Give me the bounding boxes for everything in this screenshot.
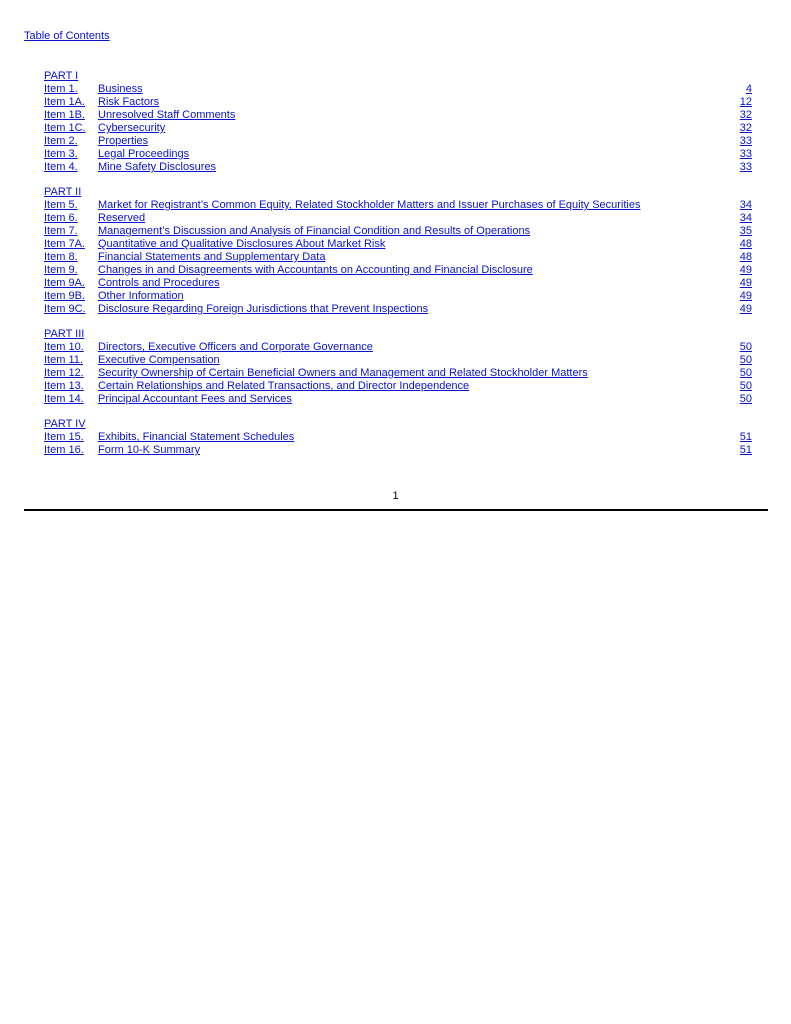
toc-row (44, 135, 752, 148)
item-title-link[interactable]: Changes in and Disagreements with Accountants on Accounting and Financial Disclosure (98, 264, 533, 276)
item-title-link[interactable]: Business (98, 83, 143, 95)
toc-row (44, 109, 752, 122)
page-number-link[interactable]: 33 (739, 135, 752, 147)
item-number-link[interactable]: Item 13. (44, 380, 84, 392)
part-section (44, 328, 752, 406)
toc-list (44, 70, 752, 469)
part-section (44, 186, 752, 316)
item-title-link[interactable]: Legal Proceedings (98, 148, 190, 160)
table-of-contents-link[interactable]: Table of Contents (24, 30, 110, 42)
item-number-link[interactable]: Item 5. (44, 199, 78, 211)
item-number-link[interactable]: Item 2. (44, 135, 78, 147)
item-title-link[interactable]: Mine Safety Disclosures (98, 161, 216, 173)
toc-row (44, 212, 752, 225)
page-number-link[interactable]: 34 (739, 212, 752, 224)
item-title-link[interactable]: Security Ownership of Certain Beneficial Owners and Management and Related Stockholder Matters (98, 367, 588, 379)
toc-row (44, 367, 752, 380)
toc-row (44, 225, 752, 238)
page-number: 1 (392, 490, 399, 502)
toc-row (44, 444, 752, 457)
page-number-link[interactable]: 49 (739, 264, 752, 276)
item-title-link[interactable]: Quantitative and Qualitative Disclosures About Market Risk (98, 238, 386, 250)
item-title-link[interactable]: Exhibits, Financial Statement Schedules (98, 431, 295, 443)
page-number-link[interactable]: 48 (739, 251, 752, 263)
item-number-link[interactable]: Item 8. (44, 251, 78, 263)
toc-row (44, 431, 752, 444)
item-number-link[interactable]: Item 9B. (44, 290, 85, 302)
page-number-link[interactable]: 50 (739, 380, 752, 392)
item-number-link[interactable]: Item 10. (44, 341, 84, 353)
page-number-link[interactable]: 50 (739, 341, 752, 353)
toc-row (44, 148, 752, 161)
item-title-link[interactable]: Executive Compensation (98, 354, 220, 366)
toc-row (44, 199, 752, 212)
page-number-link[interactable]: 49 (739, 303, 752, 315)
page-number-link[interactable]: 49 (739, 290, 752, 302)
toc-row (44, 393, 752, 406)
page-number-link[interactable]: 33 (739, 161, 752, 173)
page-number-link[interactable]: 32 (739, 109, 752, 121)
item-title-link[interactable]: Reserved (98, 212, 146, 224)
item-title-link[interactable]: Financial Statements and Supplementary Data (98, 251, 326, 263)
item-number-link[interactable]: Item 11. (44, 354, 83, 366)
item-title-link[interactable]: Unresolved Staff Comments (98, 109, 236, 121)
part-link[interactable]: PART IV (44, 418, 86, 430)
item-title-link[interactable]: Controls and Procedures (98, 277, 220, 289)
toc-row (44, 83, 752, 96)
item-number-link[interactable]: Item 7. (44, 225, 78, 237)
item-title-link[interactable]: Certain Relationships and Related Transactions, and Director Independence (98, 380, 470, 392)
toc-row (44, 251, 752, 264)
item-title-link[interactable]: Properties (98, 135, 149, 147)
toc-row (44, 341, 752, 354)
toc-row (44, 380, 752, 393)
toc-row (44, 303, 752, 316)
item-title-link[interactable]: Management’s Discussion and Analysis of Financial Condition and Results of Operations (98, 225, 531, 237)
page-number-link[interactable]: 50 (739, 354, 752, 366)
item-number-link[interactable]: Item 9C. (44, 303, 86, 315)
page-number-link[interactable]: 51 (739, 431, 752, 443)
page-number-link[interactable]: 50 (739, 393, 752, 405)
item-title-link[interactable]: Directors, Executive Officers and Corporate Governance (98, 341, 373, 353)
item-title-link[interactable]: Principal Accountant Fees and Services (98, 393, 292, 405)
item-title-link[interactable]: Disclosure Regarding Foreign Jurisdictions that Prevent Inspections (98, 303, 429, 315)
page-number-link[interactable]: 35 (739, 225, 752, 237)
item-number-link[interactable]: Item 9A. (44, 277, 85, 289)
part-link[interactable]: PART I (44, 70, 79, 82)
page-number-link[interactable]: 12 (739, 96, 752, 108)
item-number-link[interactable]: Item 14. (44, 393, 84, 405)
page-number-link[interactable]: 4 (745, 83, 752, 95)
item-number-link[interactable]: Item 1B. (44, 109, 85, 121)
item-title-link[interactable]: Other Information (98, 290, 184, 302)
toc-row (44, 264, 752, 277)
item-title-link[interactable]: Risk Factors (98, 96, 160, 108)
toc-row (44, 238, 752, 251)
page-number-link[interactable]: 49 (739, 277, 752, 289)
item-number-link[interactable]: Item 6. (44, 212, 78, 224)
item-number-link[interactable]: Item 1. (44, 83, 78, 95)
item-title-link[interactable]: Market for Registrant’s Common Equity, Related Stockholder Matters and Issuer Purchases of Equity Securities (98, 199, 641, 211)
item-title-link[interactable]: Form 10-K Summary (98, 444, 201, 456)
toc-row (44, 122, 752, 135)
part-section (44, 418, 752, 457)
toc-row (44, 277, 752, 290)
item-number-link[interactable]: Item 4. (44, 161, 78, 173)
part-link[interactable]: PART II (44, 186, 82, 198)
toc-row (44, 290, 752, 303)
page-divider (24, 509, 768, 511)
item-number-link[interactable]: Item 15. (44, 431, 84, 443)
part-link[interactable]: PART III (44, 328, 85, 340)
item-number-link[interactable]: Item 3. (44, 148, 78, 160)
page-number-link[interactable]: 32 (739, 122, 752, 134)
toc-row (44, 161, 752, 174)
page-number-link[interactable]: 48 (739, 238, 752, 250)
item-number-link[interactable]: Item 9. (44, 264, 78, 276)
toc-row (44, 354, 752, 367)
page-number-link[interactable]: 33 (739, 148, 752, 160)
item-number-link[interactable]: Item 7A. (44, 238, 85, 250)
page-number-link[interactable]: 34 (739, 199, 752, 211)
item-title-link[interactable]: Cybersecurity (98, 122, 166, 134)
toc-row (44, 96, 752, 109)
part-section (44, 70, 752, 174)
page-number-link[interactable]: 51 (739, 444, 752, 456)
item-number-link[interactable]: Item 1C. (44, 122, 86, 134)
item-number-link[interactable]: Item 16. (44, 444, 84, 456)
item-number-link[interactable]: Item 12. (44, 367, 84, 379)
page-number-link[interactable]: 50 (739, 367, 752, 379)
item-number-link[interactable]: Item 1A. (44, 96, 85, 108)
